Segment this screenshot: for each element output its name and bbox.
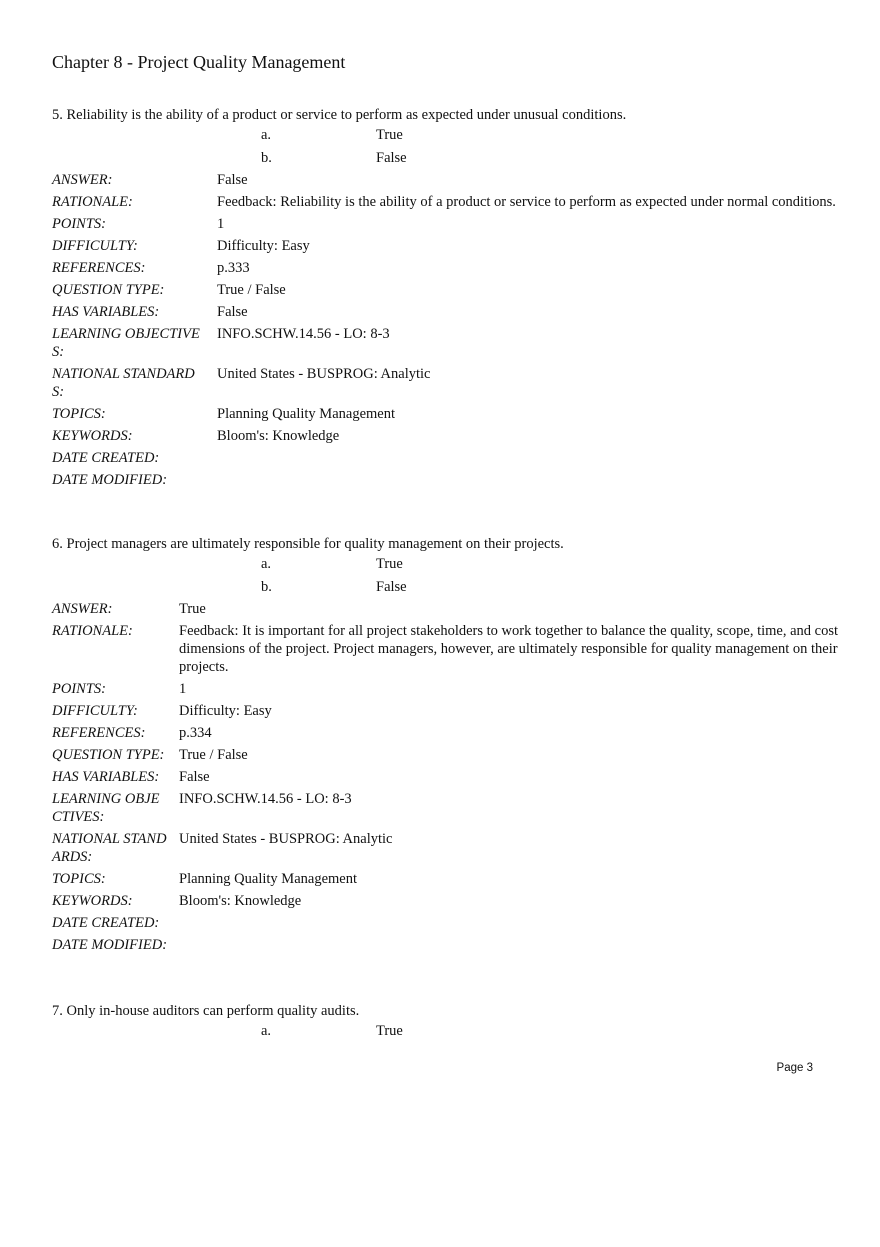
- metadata-row: [52, 600, 842, 618]
- question-7: [52, 1002, 842, 1044]
- choice-option: [52, 125, 842, 148]
- metadata-row: [52, 171, 842, 189]
- metadata-row: [52, 471, 842, 489]
- choice-letter: b.: [261, 579, 272, 595]
- page-number: Page 3: [776, 1062, 813, 1074]
- question-text: 7. Only in-house auditors can perform quality audits.: [52, 1003, 360, 1019]
- metadata-label: KEYWORDS:: [52, 893, 133, 909]
- metadata-label: RATIONALE:: [52, 623, 133, 639]
- metadata-label: POINTS:: [52, 216, 106, 232]
- choice-option: [52, 577, 842, 600]
- choice-text: False: [376, 150, 407, 166]
- metadata-value: False: [217, 304, 248, 320]
- metadata-label: DATE CREATED:: [52, 915, 160, 931]
- metadata-label: RATIONALE:: [52, 194, 133, 210]
- metadata-row: [52, 914, 842, 932]
- question-5: [52, 106, 842, 493]
- metadata-row: [52, 405, 842, 423]
- metadata-value: Bloom's: Knowledge: [217, 428, 340, 444]
- metadata-row: [52, 365, 842, 401]
- choice-option: [52, 148, 842, 171]
- metadata-row: [52, 936, 842, 954]
- metadata-value: True / False: [179, 747, 248, 763]
- metadata-label: QUESTION TYPE:: [52, 282, 165, 298]
- metadata-row: [52, 259, 842, 277]
- metadata-value: 1: [217, 216, 225, 232]
- question-6: [52, 535, 842, 958]
- metadata-label: LEARNING OBJECTIVE S:: [52, 326, 200, 360]
- metadata-value: p.334: [179, 725, 212, 741]
- metadata-value: Planning Quality Management: [217, 406, 395, 422]
- metadata-label: TOPICS:: [52, 871, 106, 887]
- metadata-value: False: [179, 769, 210, 785]
- metadata-label: LEARNING OBJE CTIVES:: [52, 791, 160, 825]
- metadata-label: HAS VARIABLES:: [52, 769, 160, 785]
- metadata-value: Feedback: Reliability is the ability of a product or service to perform as expected under normal conditions.: [217, 194, 836, 210]
- metadata-label: REFERENCES:: [52, 725, 146, 741]
- metadata-value: p.333: [217, 260, 250, 276]
- metadata-row: [52, 724, 842, 742]
- metadata-row: [52, 680, 842, 698]
- metadata-label: REFERENCES:: [52, 260, 146, 276]
- question-text: 6. Project managers are ultimately responsible for quality management on their projects.: [52, 536, 564, 552]
- metadata-value: 1: [179, 681, 187, 697]
- metadata-value: True / False: [217, 282, 286, 298]
- metadata-row: [52, 892, 842, 910]
- metadata-row: [52, 870, 842, 888]
- choice-option: [52, 1021, 842, 1044]
- metadata-label: DIFFICULTY:: [52, 238, 138, 254]
- question-metadata: [52, 171, 842, 489]
- metadata-row: [52, 449, 842, 467]
- metadata-label: DATE CREATED:: [52, 450, 160, 466]
- metadata-row: [52, 702, 842, 720]
- metadata-value: INFO.SCHW.14.56 - LO: 8-3: [217, 326, 390, 342]
- choice-text: True: [376, 127, 403, 143]
- choice-text: True: [376, 556, 403, 572]
- metadata-row: [52, 427, 842, 445]
- question-metadata: [52, 600, 842, 954]
- metadata-value: Difficulty: Easy: [217, 238, 310, 254]
- metadata-row: [52, 325, 842, 361]
- metadata-value: True: [179, 601, 206, 617]
- metadata-label: NATIONAL STANDARD S:: [52, 366, 195, 400]
- metadata-value: Difficulty: Easy: [179, 703, 272, 719]
- metadata-label: DIFFICULTY:: [52, 703, 138, 719]
- metadata-value: United States - BUSPROG: Analytic: [217, 366, 431, 382]
- metadata-label: ANSWER:: [52, 601, 113, 617]
- metadata-label: DATE MODIFIED:: [52, 937, 168, 953]
- metadata-label: TOPICS:: [52, 406, 106, 422]
- metadata-row: [52, 193, 842, 211]
- choice-letter: a.: [261, 556, 272, 572]
- metadata-label: ANSWER:: [52, 172, 113, 188]
- answer-choices: [52, 1021, 842, 1044]
- metadata-row: [52, 303, 842, 321]
- metadata-value: United States - BUSPROG: Analytic: [179, 831, 393, 847]
- metadata-value: Feedback: It is important for all project stakeholders to work together to balance the quality, scope, time, and cost dimensions of the project. Project managers, however, are ultimately responsible for quality management on their projects.: [179, 623, 839, 675]
- choice-text: False: [376, 579, 407, 595]
- answer-choices: [52, 554, 842, 600]
- metadata-label: DATE MODIFIED:: [52, 472, 168, 488]
- choice-letter: b.: [261, 150, 272, 166]
- metadata-value: Planning Quality Management: [179, 871, 357, 887]
- metadata-value: Bloom's: Knowledge: [179, 893, 302, 909]
- question-text: 5. Reliability is the ability of a product or service to perform as expected under unusual conditions.: [52, 107, 627, 123]
- metadata-row: [52, 622, 842, 676]
- page-title: Chapter 8 - Project Quality Management: [52, 52, 346, 72]
- choice-option: [52, 554, 842, 577]
- metadata-row: [52, 215, 842, 233]
- metadata-label: POINTS:: [52, 681, 106, 697]
- metadata-row: [52, 746, 842, 764]
- metadata-row: [52, 237, 842, 255]
- metadata-row: [52, 830, 842, 866]
- metadata-label: QUESTION TYPE:: [52, 747, 165, 763]
- metadata-row: [52, 768, 842, 786]
- metadata-label: NATIONAL STAND ARDS:: [52, 831, 167, 865]
- metadata-label: KEYWORDS:: [52, 428, 133, 444]
- metadata-label: HAS VARIABLES:: [52, 304, 160, 320]
- choice-letter: a.: [261, 127, 272, 143]
- choice-text: True: [376, 1023, 403, 1039]
- metadata-row: [52, 281, 842, 299]
- answer-choices: [52, 125, 842, 171]
- metadata-value: False: [217, 172, 248, 188]
- metadata-value: INFO.SCHW.14.56 - LO: 8-3: [179, 791, 352, 807]
- choice-letter: a.: [261, 1023, 272, 1039]
- metadata-row: [52, 790, 842, 826]
